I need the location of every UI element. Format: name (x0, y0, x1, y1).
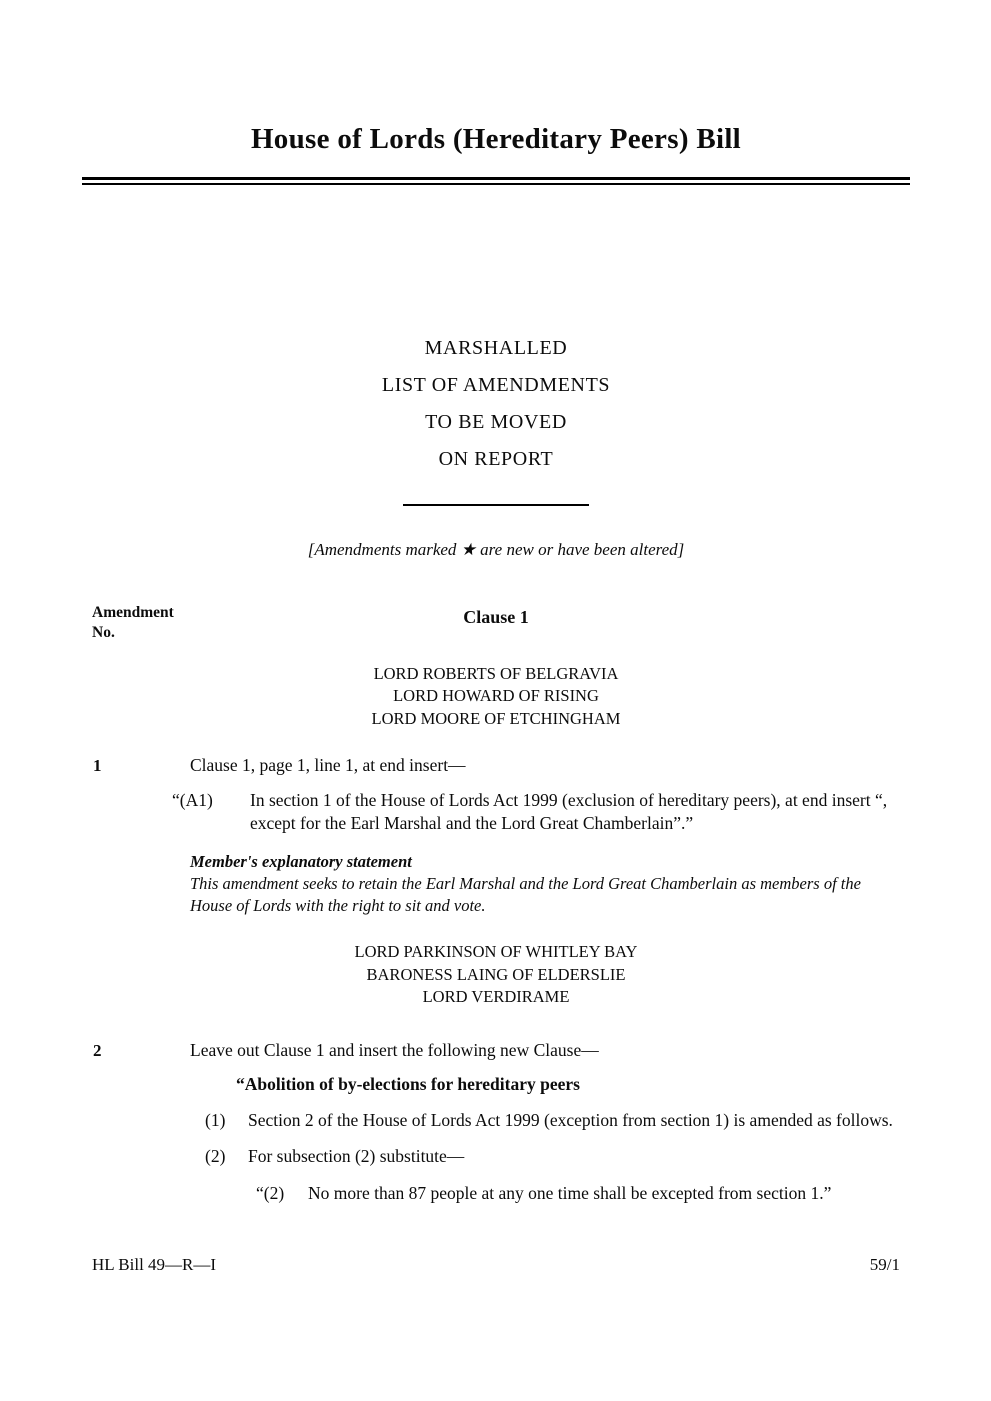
sponsor-name: LORD ROBERTS OF BELGRAVIA (373, 663, 619, 683)
quoted-subsection-label: “(2) (256, 1182, 285, 1203)
sponsor-name: LORD VERDIRAME (422, 987, 570, 1007)
marshalled-line-2: LIST OF AMENDMENTS (381, 373, 611, 396)
marshalled-line-4: ON REPORT (438, 447, 554, 470)
page-footer (92, 1254, 900, 1276)
marshalled-heading (92, 330, 900, 478)
explanatory-statement-text: This amendment seeks to retain the Earl Marshal and the Lord Great Chamberlain as members of the House of Lords with the right to sit and vote. (190, 874, 861, 916)
subsection-text: For subsection (2) substitute— (248, 1145, 465, 1166)
amendment-2-number: 2 (93, 1040, 102, 1060)
page-reference: 59/1 (869, 1255, 900, 1274)
amendment-1 (92, 754, 900, 917)
amendment-2-subsection-1 (205, 1109, 900, 1132)
subparagraph-text: In section 1 of the House of Lords Act 1999 (exclusion of hereditary peers), at end insert “, except for the Earl Marshal and the Lord Great Chamberlain”.” (250, 790, 888, 834)
subparagraph-label: “(A1) (172, 790, 213, 811)
amendment-1-number: 1 (93, 756, 102, 776)
amendment-2 (92, 1039, 900, 1205)
amendments-marked-note: [Amendments marked ★ are new or have been altered] (307, 539, 685, 559)
section-divider (403, 504, 589, 506)
amendment-2-body (190, 1039, 900, 1205)
list-header-row (92, 603, 900, 645)
amendment-2-subsection-2 (205, 1145, 900, 1168)
subsection-text: Section 2 of the House of Lords Act 1999 (exception from section 1) is amended as follows. (248, 1109, 893, 1130)
amendment-1-body (172, 754, 900, 917)
sponsor-name: LORD HOWARD OF RISING (393, 686, 599, 706)
amendment-2-instruction: Leave out Clause 1 and insert the following new Clause— (190, 1039, 599, 1060)
sponsor-name: LORD MOORE OF ETCHINGHAM (371, 708, 621, 728)
amendment-1-sponsors (92, 663, 900, 731)
marshalled-line-3: TO BE MOVED (425, 410, 567, 433)
explanatory-statement-heading: Member's explanatory statement (190, 852, 412, 872)
clause-1-heading: Clause 1 (463, 606, 529, 627)
new-clause-title: “Abolition of by-elections for hereditary peers (236, 1073, 580, 1094)
amendment-no-column-label: Amendment No. (92, 603, 174, 641)
marshalled-line-1: MARSHALLED (424, 336, 568, 359)
sponsor-name: BARONESS LAING OF ELDERSLIE (366, 964, 626, 984)
quoted-subsection-text: No more than 87 people at any one time shall be excepted from section 1.” (308, 1182, 832, 1203)
bill-reference: HL Bill 49—R—I (92, 1255, 217, 1274)
amendment-2-quoted-subsection (256, 1182, 900, 1205)
amendment-1-instruction: Clause 1, page 1, line 1, at end insert— (190, 755, 466, 776)
explanatory-statement (190, 851, 900, 917)
sponsor-name: LORD PARKINSON OF WHITLEY BAY (354, 942, 638, 962)
subsection-label: (1) (205, 1109, 226, 1130)
title-double-rule (82, 177, 910, 185)
amendment-1-subparagraph (172, 789, 900, 835)
subsection-label: (2) (205, 1145, 226, 1166)
bill-title: House of Lords (Hereditary Peers) Bill (250, 123, 742, 156)
amendment-2-sponsors (92, 941, 900, 1009)
